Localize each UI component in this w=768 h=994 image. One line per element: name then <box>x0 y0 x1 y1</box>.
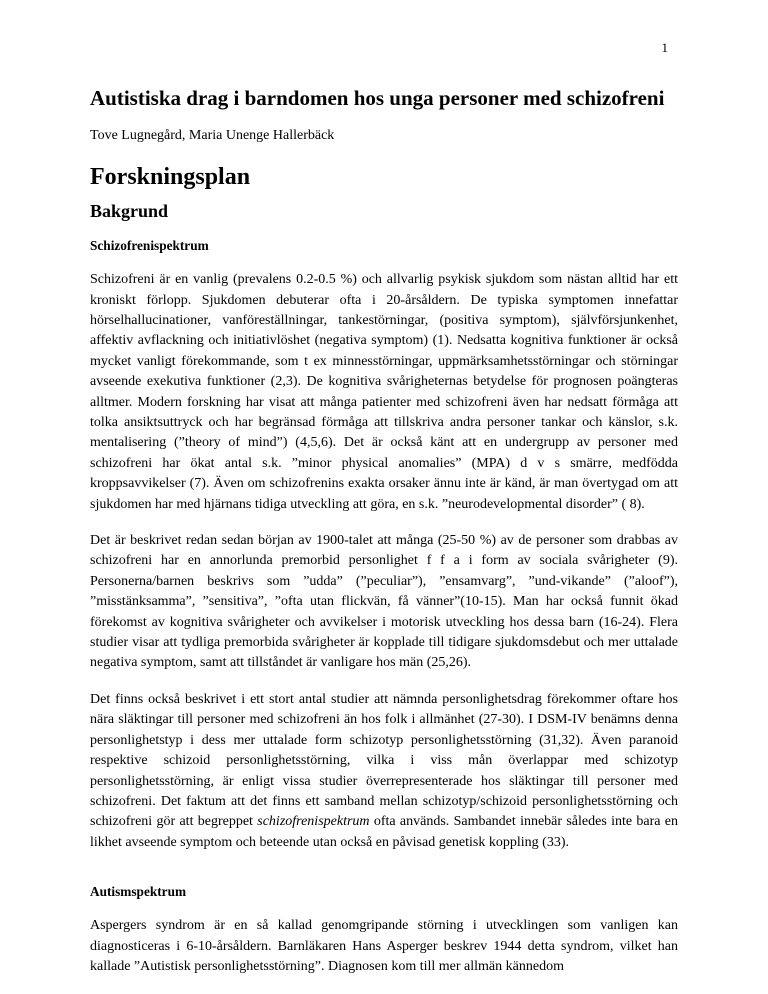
section-title: Forskningsplan <box>90 164 251 191</box>
paragraph-schizo-1: Schizofreni är en vanlig (prevalens 0.2-0.5 %) och allvarlig psykisk sjukdom som nästan alltid har ett kroniskt förlopp. Sjukdomen debuterar ofta i 20-årsåldern. De typiska symptomen innefattar hörselhallucinationer, vanföreställningar, tankestörningar, (positiva symptom), självförsjunkenhet, affektiv avflackning och initiativlöshet (negativa symptom) (1). Nedsatta kognitiva funktioner är också mycket vanligt förekommande, som t ex minnesstörningar, uppmärksamhetsstörningar och störningar avseende exekutiva funktioner (2,3). De kognitiva svårigheternas betydelse för prognosen poängteras alltmer. Modern forskning har visat att många patienter med schizofreni även har nedsatt förmåga att tolka ansiktsuttryck och har begränsad förmåga att tillskriva andra personer tankar och känslor, s.k. mentalisering (”theory of mind”) (4,5,6). Det är också känt att en undergrupp av personer med schizofreni har ökat antal s.k. ”minor physical anomalies” (MPA) d v s smärre, medfödda kroppsavvikelser (7). Även om schizofrenins exakta orsaker ännu inte är känd, är man övertygad om att sjukdomen har med hjärnans tidiga utveckling att göra, en s.k. ”neurodevelopmental disorder” ( 8). <box>90 272 678 512</box>
heading-schizofrenispektrum: Schizofrenispektrum <box>90 237 209 253</box>
paragraph-schizo-3-emphasis: schizofrenispektrum <box>257 814 370 830</box>
authors: Tove Lugnegård, Maria Unenge Hallerbäck <box>90 128 335 144</box>
paragraph-autism-1: Aspergers syndrom är en så kallad genomgripande störning i utvecklingen som vanligen kan diagnosticeras i 6-10-årsåldern. Barnläkaren Hans Asperger beskrev 1944 detta syndrom, vilket han kallade ”Autistisk personlighetsstörning”. Diagnosen kom till mer allmän kännedom <box>90 918 678 975</box>
paragraph-schizo-3-text-b: ofta används. Sambandet innebär således inte bara en likhet avseende symptom och beteende utan också en påvisad genetisk koppling (33). <box>90 814 678 850</box>
paragraph-schizo-3-text-a: Det finns också beskrivet i ett stort antal studier att nämnda personlighetsdrag förekommer oftare hos nära släktingar till personer med schizofreni än hos folk i allmänhet (27-30). I DSM-IV benämns denna personlighetstyp i dess mer uttalade form schizotyp personlighetsstörning (31,32). Även paranoid respektive schizoid personlighetsstörning, vilka i viss mån överlappar med schizotyp personlighetsstörning, är enligt vissa studier överrepresenterade hos släktingar till personer med schizofreni. Det faktum att det finns ett samband mellan schizotyp/schizoid personlighetsstörning och schizofreni gör att begreppet <box>90 691 678 830</box>
heading-autismspektrum: Autismspektrum <box>90 884 187 900</box>
document-title: Autistiska drag i barndomen hos unga personer med schizofreni <box>90 86 665 110</box>
page-number: 1 <box>661 40 668 55</box>
subsection-title: Bakgrund <box>90 201 169 222</box>
paragraph-schizo-3 <box>90 690 678 853</box>
paragraph-schizo-2: Det är beskrivet redan sedan början av 1900-talet att många (25-50 %) av de personer som drabbas av schizofreni har en annorlunda premorbid personlighet f f a i form av sociala svårigheter (9). Personerna/barnen beskrivs som ”udda” (”peculiar”), ”ensamvarg”, ”und-vikande” (”aloof”), ”misstänksamma”, ”sensitiva”, ”ofta utan flickvän, få vänner”(10-15). Man har också funnit ökad förekomst av kognitiva svårigheter och avvikelser i motorisk utveckling hos dessa barn (16-24). Flera studier visar att tydliga premorbida svårigheter är kopplade till tidigare sjukdomsdebut och mer uttalade negativa symptom, samt att tillståndet är vanligare hos män (25,26). <box>90 533 678 671</box>
document-body <box>90 86 678 993</box>
